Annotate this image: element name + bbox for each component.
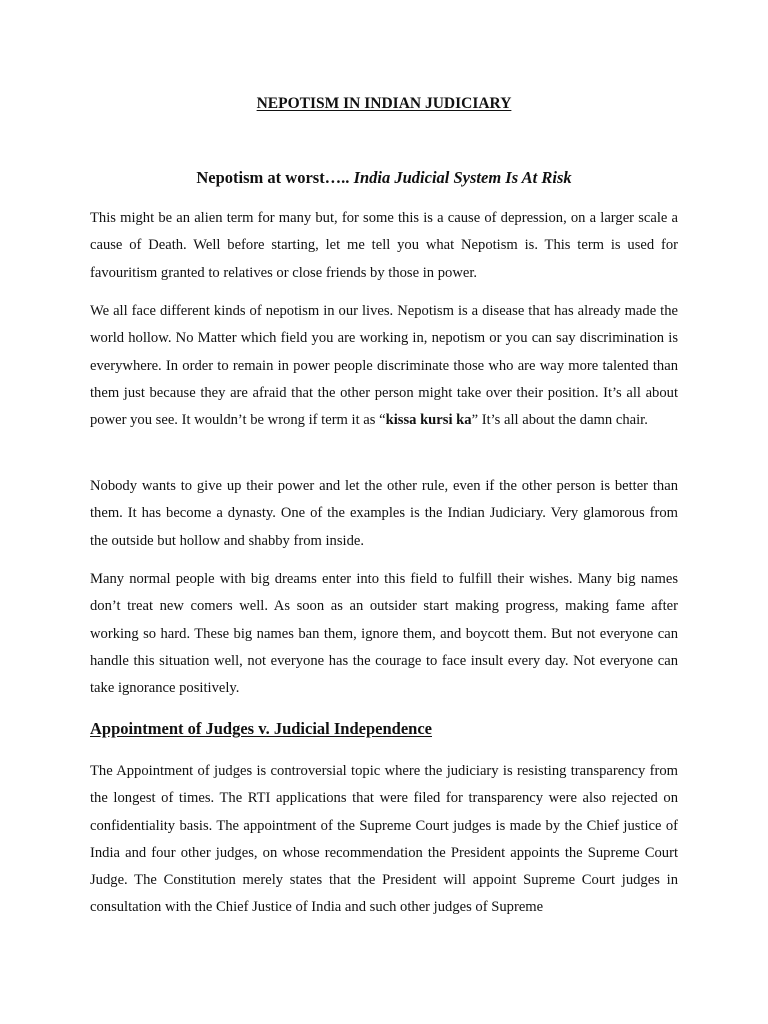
document-title: NEPOTISM IN INDIAN JUDICIARY [256,95,512,112]
section-heading: Appointment of Judges v. Judicial Independence [90,719,432,738]
document-subtitle [90,167,678,189]
paragraph-2-bold-phrase: kissa kursi ka [385,412,472,429]
paragraph-2-text-before: We all face different kinds of nepotism in our lives. Nepotism is a disease that has already made the world hollow. No Matter which field you are working in, nepotism or you can say discrimination is everywhere. In order to remain in power people discriminate those who are way more talented than them just because they are afraid that the other person might take over their position. It’s all about power you see. It wouldn’t be wrong if term it as “ [90,303,678,429]
paragraph-2-text-after: ” It’s all about the damn chair. [471,412,648,429]
paragraph-1: This might be an alien term for many but, for some this is a cause of depression, on a larger scale a cause of Death. Well before starting, let me tell you what Nepotism is. This term is used for favouritism granted to relatives or close friends by those in power. [90,210,678,281]
paragraph-4: Many normal people with big dreams enter into this field to fulfill their wishes. Many big names don’t treat new comers well. As soon as an outsider start making progress, making fame after working so hard. These big names ban them, ignore them, and boycott them. But not everyone can handle this situation well, not everyone has the courage to face insult every day. Not everyone can take ignorance positively. [90,571,678,697]
paragraph-3: Nobody wants to give up their power and let the other rule, even if the other person is better than them. It has become a dynasty. One of the examples is the Indian Judiciary. Very glamorous from the outside but hollow and shabby from inside. [90,478,678,549]
subtitle-italic: India Judicial System Is At Risk [353,168,572,187]
subtitle-plain: Nepotism at worst….. [196,168,354,187]
section-paragraph: The Appointment of judges is controversial topic where the judiciary is resisting transparency from the longest of times. The RTI applications that were filed for transparency were also rejected on confidentiality basis. The appointment of the Supreme Court judges is made by the Chief justice of India and four other judges, on whose recommendation the President appoints the Supreme Court Judge. The Constitution merely states that the President will appoint Supreme Court judges in consultation with the Chief Justice of India and such other judges of Supreme [90,763,678,916]
paragraph-2 [90,298,678,434]
